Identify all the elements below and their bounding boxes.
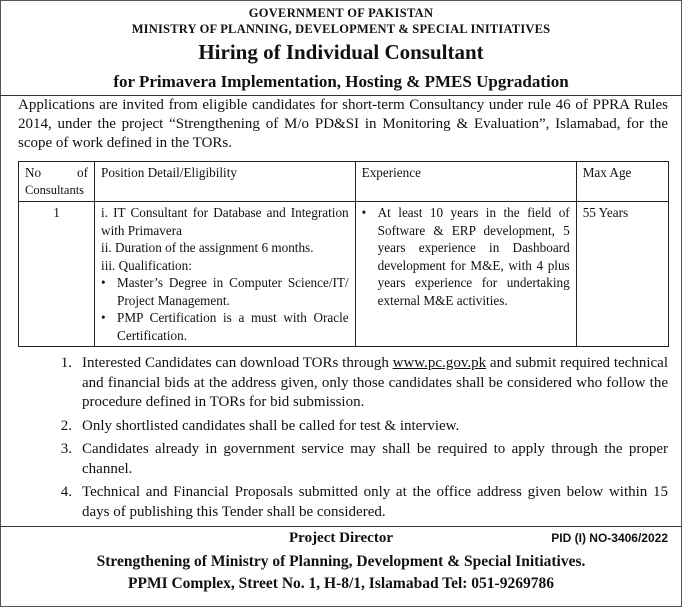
cell-number: 1: [19, 202, 95, 347]
header-experience: Experience: [355, 162, 576, 202]
experience-text: At least 10 years in the field of Software & ERP development, 5 years experience in Dashboard development for M&E, with 4 plus years experience for undertaking external M&E activities.: [377, 205, 570, 308]
positions-table: [18, 161, 669, 347]
notes-list: [18, 354, 668, 526]
cell-experience: [355, 202, 576, 347]
note-number: 4.: [60, 484, 72, 500]
cell-position: [95, 202, 356, 347]
header-no-of-consultants: [19, 162, 95, 202]
table-row: [19, 202, 669, 347]
note-text: Only shortlisted candidates shall be called for test & interview.: [82, 417, 460, 434]
header-max-age: Max Age: [576, 162, 668, 202]
table-header-row: [19, 162, 669, 202]
note-text: [82, 354, 668, 413]
qualification-text: Master’s Degree in Computer Science/IT/ Project Management.: [117, 275, 349, 308]
contact-address: PPMI Complex, Street No. 1, H-8/1, Islamabad Tel: 051-9269786: [128, 575, 554, 592]
note-text: Candidates already in government service may shall be required to apply through the proper channel.: [82, 441, 668, 477]
list-item: [18, 483, 668, 522]
qualification-text: PMP Certification is a must with Oracle Certification.: [117, 310, 349, 343]
intro-paragraph: Applications are invited from eligible candidates for short-term Consultancy under rule 46 of PPRA Rules 2014, under the project “Strengthening of M/o PD&SI in Monitoring & Evaluation”, Islamabad, for the scope of work defined in the TORs.: [18, 97, 668, 151]
header-consultants: Consultants: [25, 182, 85, 197]
header-no: No: [25, 165, 42, 180]
note-number: 2.: [60, 417, 72, 434]
header-of: of: [77, 165, 89, 180]
project-director: Project Director: [289, 530, 393, 546]
note-number: 1.: [60, 355, 72, 371]
bullet-icon: •: [101, 310, 106, 325]
list-item: [101, 274, 349, 309]
cell-max-age: 55 Years: [576, 202, 668, 347]
government-heading: GOVERNMENT OF PAKISTAN: [248, 6, 434, 20]
note-text-part: Interested Candidates can download TORs through: [82, 355, 393, 371]
note-text: Technical and Financial Proposals submitted only at the office address given below within 15 days of publishing this Tender shall be considered.: [82, 484, 668, 520]
bullet-icon: •: [361, 205, 367, 220]
list-item: [18, 440, 668, 479]
position-line: i. IT Consultant for Database and Integration with Primavera: [101, 205, 349, 238]
list-item: [101, 309, 349, 344]
website-link[interactable]: www.pc.gov.pk: [392, 355, 487, 371]
ministry-heading: MINISTRY OF PLANNING, DEVELOPMENT & SPECIAL INITIATIVES: [131, 22, 551, 36]
bullet-icon: •: [101, 275, 106, 290]
page-subtitle: for Primavera Implementation, Hosting & PMES Upgradation: [113, 72, 569, 91]
list-item: [362, 204, 570, 309]
note-text-part: and submit required technical and financial bids at the address given, only those candidates shall be considered who follow the procedure defined in TORs for bid submission.: [82, 355, 668, 410]
list-item: [18, 354, 668, 413]
position-line: ii. Duration of the assignment 6 months.: [101, 240, 314, 255]
footer-divider: [0, 526, 682, 527]
pid-number: PID (I) NO-3406/2022: [551, 531, 668, 545]
project-name: Strengthening of Ministry of Planning, Development & Special Initiatives.: [96, 553, 586, 570]
position-line: iii. Qualification:: [101, 257, 192, 273]
header-position: Position Detail/Eligibility: [95, 162, 356, 202]
note-number: 3.: [60, 441, 72, 457]
list-item: [18, 417, 668, 437]
page-title: Hiring of Individual Consultant: [198, 40, 484, 64]
